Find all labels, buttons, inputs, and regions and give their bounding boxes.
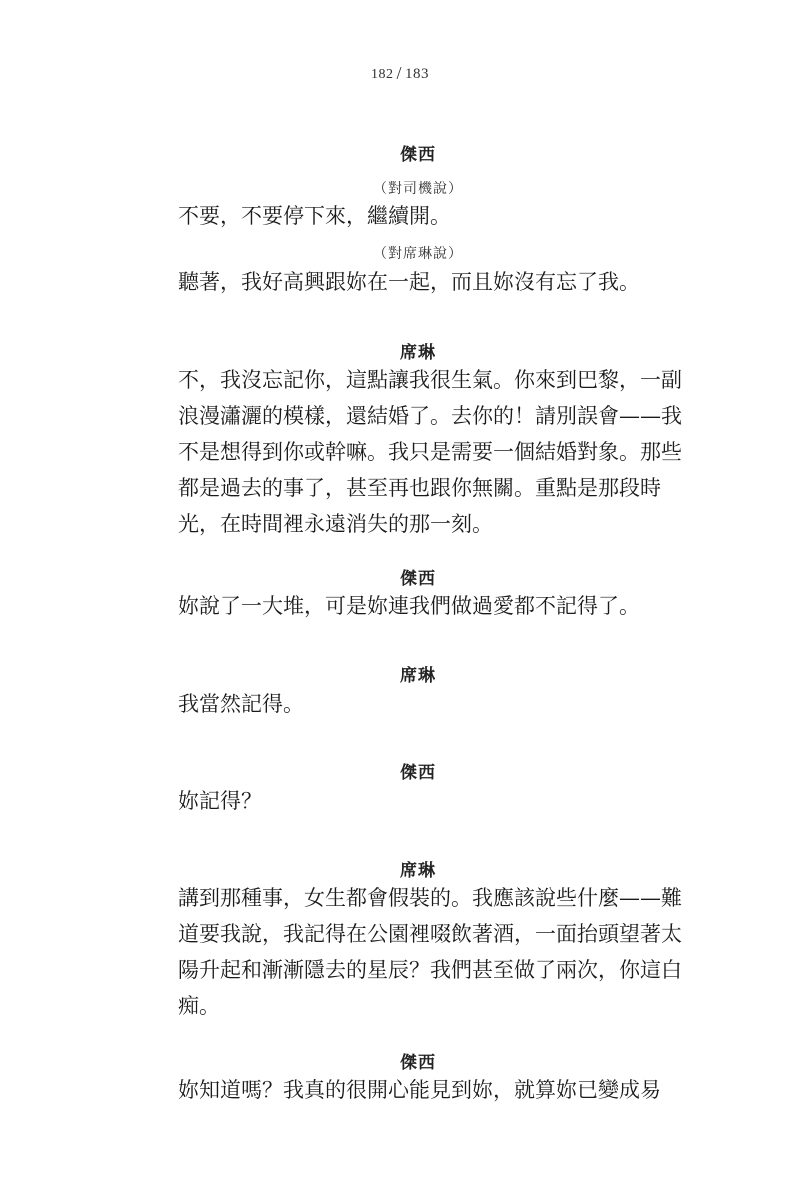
dialogue-line	[178, 783, 658, 819]
dialogue-text: 妳說了一大堆，可是妳連我們做過愛都不記得了。	[178, 594, 640, 618]
dialogue-text: 不，我沒忘記你，這點讓我很生氣。你來到巴黎，一副	[178, 368, 682, 392]
dialogue-text: 講到那種事，女生都會假裝的。我應該說些什麼——難	[178, 886, 682, 910]
speaker-celine: 席琳	[400, 343, 436, 363]
speaker-celine: 席琳	[400, 666, 436, 686]
speaker-jesse: 傑西	[400, 763, 436, 783]
dialogue-block	[178, 362, 682, 542]
speaker-jesse: 傑西	[400, 569, 436, 589]
dialogue-text: 道要我說，我記得在公園裡啜飲著酒，一面抬頭望著太	[178, 922, 682, 946]
page-number	[0, 62, 800, 83]
dialogue-text: 不要，不要停下來，繼續開。	[178, 204, 451, 228]
total-page-number: 183	[405, 66, 429, 82]
dialogue-text: 都是過去的事了，甚至再也跟你無關。重點是那段時	[178, 476, 661, 500]
dialogue-line	[178, 198, 658, 234]
speaker-celine: 席琳	[400, 861, 436, 881]
dialogue-line	[178, 264, 658, 300]
dialogue-line	[178, 686, 658, 722]
dialogue-text: 不是想得到你或幹嘛。我只是需要一個結婚對象。那些	[178, 440, 682, 464]
dialogue-text: 聽著，我好高興跟妳在一起，而且妳沒有忘了我。	[178, 270, 640, 294]
dialogue-text: 痴。	[178, 994, 220, 1018]
dialogue-line	[178, 1072, 661, 1108]
dialogue-text: 陽升起和漸漸隱去的星辰？我們甚至做了兩次，你這白	[178, 958, 682, 982]
dialogue-text: 光，在時間裡永遠消失的那一刻。	[178, 512, 493, 536]
dialogue-text: 妳知道嗎？我真的很開心能見到妳，就算妳已變成易	[178, 1078, 661, 1102]
dialogue-block	[178, 880, 682, 1024]
page-separator: /	[396, 63, 402, 83]
stage-direction: （對席琳說）	[373, 246, 463, 262]
current-page-number: 182	[370, 67, 394, 82]
speaker-jesse: 傑西	[400, 145, 436, 165]
speaker-jesse: 傑西	[400, 1053, 436, 1073]
dialogue-text: 浪漫瀟灑的模樣，還結婚了。去你的！請別誤會——我	[178, 404, 682, 428]
stage-direction: （對司機說）	[373, 181, 463, 197]
dialogue-text: 我當然記得。	[178, 692, 304, 716]
dialogue-line	[178, 588, 658, 624]
dialogue-text: 妳記得？	[178, 789, 262, 813]
